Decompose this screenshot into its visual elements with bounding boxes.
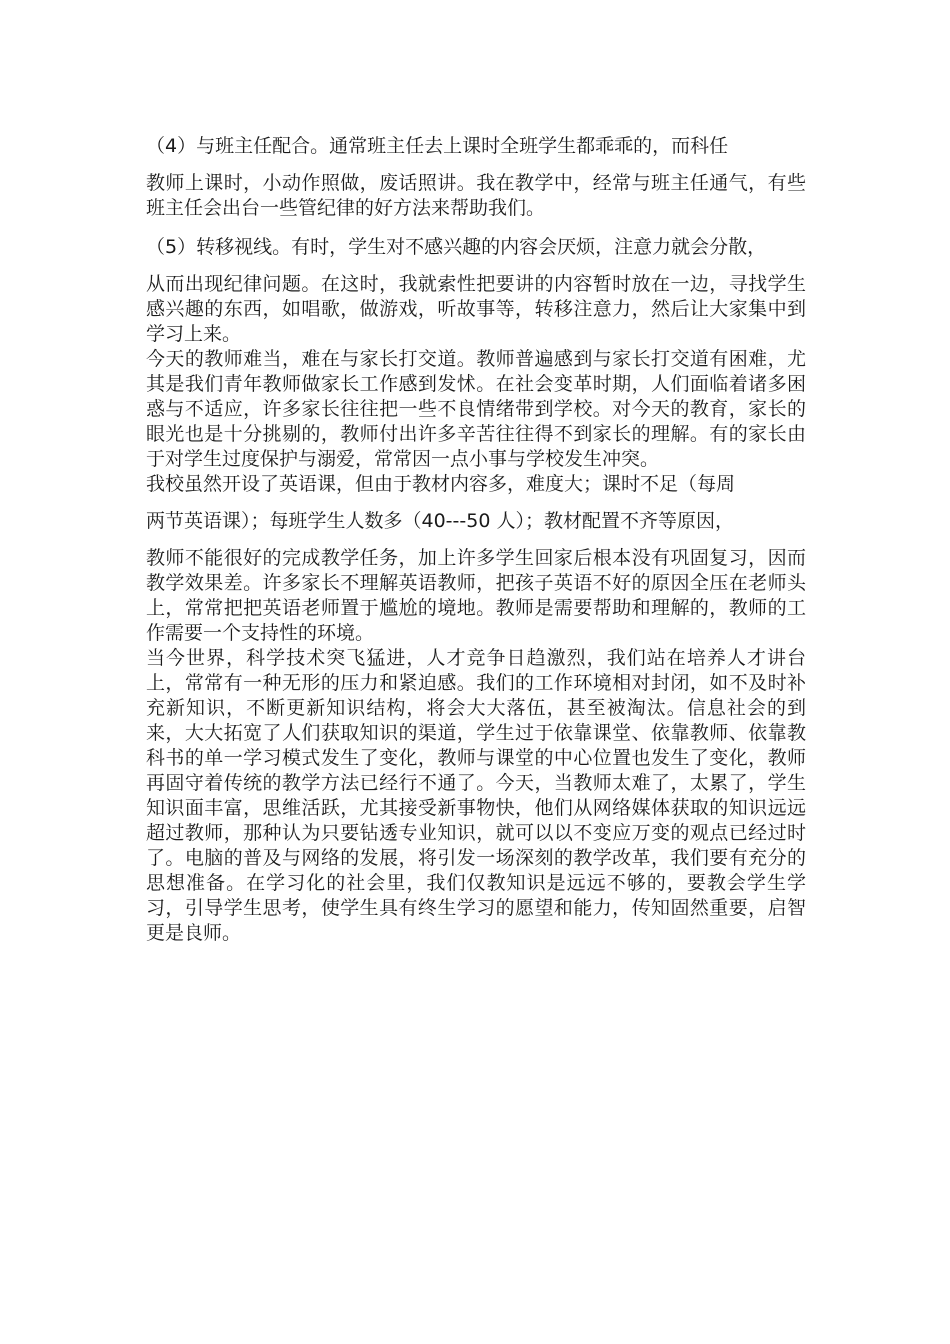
paragraph-first-line: （4）与班主任配合。通常班主任去上课时全班学生都乖乖的，而科任 — [146, 135, 729, 157]
paragraph-text: 从而出现纪律问题。在这时，我就索性把要讲的内容暂时放在一边，寻找学生感兴趣的东西，如唱歌，做游戏，听故事等，转移注意力，然后让大家集中到学习上来。 — [146, 273, 806, 345]
paragraph-english-course — [146, 472, 806, 646]
paragraph-class-teacher-cooperation — [146, 134, 806, 221]
paragraph-text: 教师不能很好的完成教学任务，加上许多学生回家后根本没有巩固复习，因而教学效果差。许多家长不理解英语教师，把孩子英语不好的原因全压在老师头上，常常把把英语老师置于尴尬的境地。教师是需要帮助和理解的，教师的工作需要一个支持性的环境。 — [146, 547, 806, 644]
paragraph-shift-attention — [146, 235, 806, 347]
paragraph-text: 教师上课时，小动作照做，废话照讲。我在教学中，经常与班主任通气，有些班主任会出台一些管纪律的好方法来帮助我们。 — [146, 172, 806, 219]
paragraph-parents — [146, 347, 806, 472]
paragraph-first-line: （5）转移视线。有时，学生对不感兴趣的内容会厌烦，注意力就会分散， — [146, 236, 767, 258]
paragraph-text: 当今世界，科学技术突飞猛进，人才竞争日趋激烈，我们站在培养人才讲台上，常常有一种无形的压力和紧迫感。我们的工作环境相对封闭，如不及时补充新知识，不断更新知识结构，将会大大落伍，甚至被淘汰。信息社会的到来，大大拓宽了人们获取知识的渠道，学生过于依靠课堂、依靠教师、依靠教科书的单一学习模式发生了变化，教师与课堂的中心位置也发生了变化，教师再固守着传统的教学方法已经行不通了。今天，当教师太难了，太累了，学生知识面丰富，思维活跃，尤其接受新事物快，他们从网络媒体获取的知识远远超过教师，那种认为只要钻透专业知识，就可以以不变应万变的观点已经过时了。电脑的普及与网络的发展，将引发一场深刻的教学改革，我们要有充分的思想准备。在学习化的社会里，我们仅教知识是远远不够的，要教会学生学习，引导学生思考，使学生具有终生学习的愿望和能力，传知固然重要，启智更是良师。 — [146, 647, 806, 944]
document-body — [146, 134, 806, 946]
paragraph-text: 今天的教师难当，难在与家长打交道。教师普遍感到与家长打交道有困难，尤其是我们青年教师做家长工作感到发怵。在社会变革时期，人们面临着诸多困惑与不适应，许多家长往往把一些不良情绪带到学校。对今天的教育，家长的眼光也是十分挑剔的，教师付出许多辛苦往往得不到家长的理解。有的家长由于对学生过度保护与溺爱，常常因一点小事与学校发生冲突。 — [146, 348, 806, 470]
paragraph-second-line: 两节英语课）；每班学生人数多（40---50 人）；教材配置不齐等原因， — [146, 510, 734, 532]
paragraph-modern-world — [146, 646, 806, 946]
paragraph-first-line: 我校虽然开设了英语课，但由于教材内容多，难度大；课时不足（每周 — [146, 473, 736, 495]
